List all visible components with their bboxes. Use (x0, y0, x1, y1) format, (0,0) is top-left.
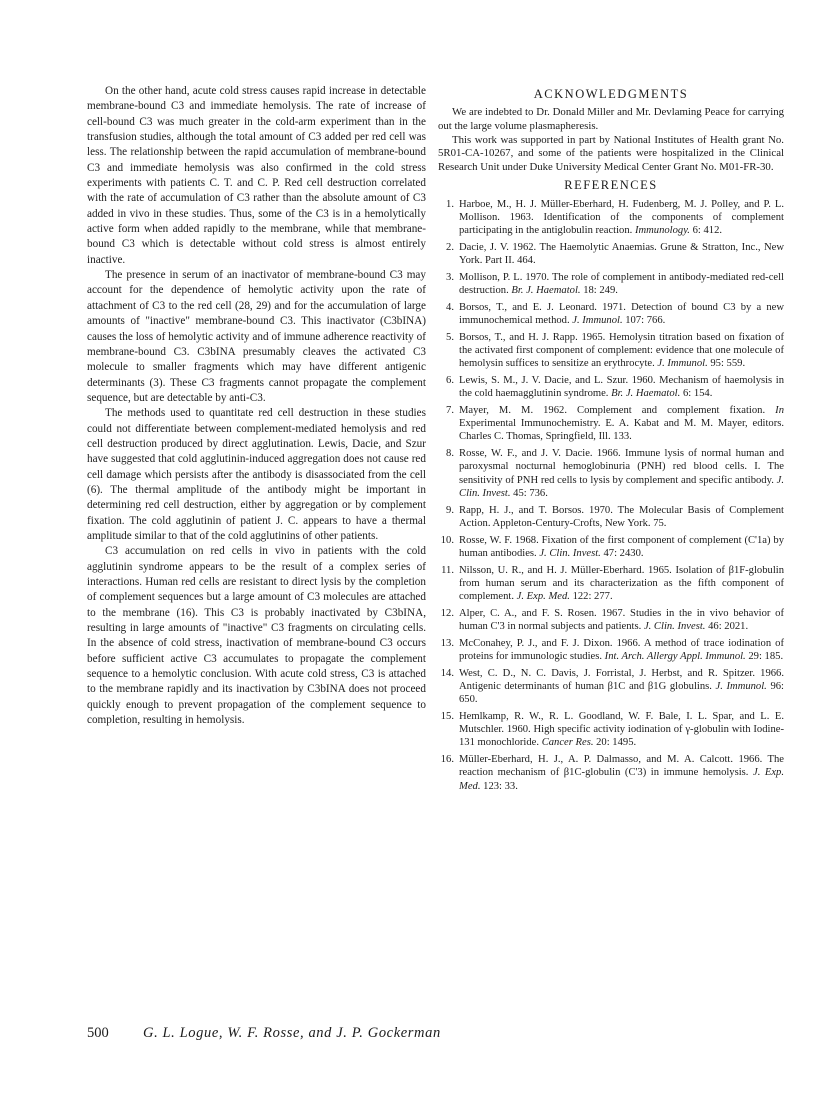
reference-item (438, 710, 784, 750)
reference-journal: J. Clin. Invest. (539, 547, 601, 559)
footer-authors: G. L. Logue, W. F. Rosse, and J. P. Gockerman (143, 1025, 441, 1041)
reference-number: 2. (446, 241, 454, 253)
reference-journal: Int. Arch. Allergy Appl. Immunol. (604, 651, 746, 663)
reference-citation: 122: 277. (572, 591, 613, 603)
reference-text: McConahey, P. J., and F. J. Dixon. 1966. A method of trace iodination of proteins for immunologic studies. (459, 637, 784, 663)
reference-number: 1. (446, 198, 454, 210)
reference-item (438, 637, 784, 663)
body-paragraph-3: The methods used to quantitate red cell destruction in these studies could not differentiate between complement-mediated hemolysis and red cell destruction produced by direct agglutination. Lewis, Dacie, and Szur have suggested that cold agglutinin-induced aggregation does not cause red cell damage which persists after the antibody is disassociated from the cell (6). The thermal amplitude of the antibody might be important in determining red cell destruction, either by aggregation or by complement fixation. The cold agglutinin of patient J. C. appears to have a thermal amplitude similar to that of the cold agglutinins of other patients. (87, 407, 426, 542)
acknowledgment-paragraph: We are indebted to Dr. Donald Miller and Mr. Devlaming Peace for carrying out the large volume plasmapheresis. (438, 106, 784, 132)
reference-journal: Immunology. (634, 225, 690, 237)
reference-item (438, 404, 784, 444)
reference-journal: J. Clin. Invest. (643, 621, 706, 633)
reference-journal: Br. J. Haematol. (511, 285, 581, 297)
reference-journal: J. Immunol. (715, 681, 767, 693)
reference-item (438, 607, 784, 633)
reference-citation: 95: 559. (710, 358, 746, 370)
reference-citation: 107: 766. (625, 315, 666, 327)
reference-journal: Br. J. Haematol. (611, 388, 681, 400)
reference-citation: 18: 249. (583, 285, 618, 297)
reference-citation: 47: 2430. (603, 547, 644, 559)
reference-text: Müller-Eberhard, H. J., A. P. Dalmasso, and M. A. Calcott. 1966. The reaction mechanism of β1C-globulin (C'3) in immune hemolysis. (459, 754, 784, 779)
reference-journal: Cancer Res. (541, 737, 594, 749)
reference-text: Borsos, T., and E. J. Leonard. 1971. Detection of bound C3 by a new immunochemical method. (459, 301, 784, 327)
reference-number: 6. (446, 375, 454, 387)
reference-number: 13. (440, 637, 454, 649)
reference-list (438, 198, 784, 793)
reference-citation: 29: 185. (748, 651, 784, 663)
reference-citation: 6: 412. (692, 225, 723, 237)
reference-number: 16. (440, 754, 454, 766)
acknowledgments-heading: ACKNOWLEDGMENTS (533, 87, 689, 101)
reference-item (438, 331, 784, 371)
right-column (438, 84, 784, 796)
reference-item (438, 241, 784, 267)
reference-text: Mayer, M. M. 1962. Complement and complement fixation. (459, 405, 766, 417)
reference-citation: 123: 33. (483, 780, 518, 792)
reference-number: 8. (446, 448, 454, 460)
reference-item (438, 271, 784, 297)
reference-text: Hemlkamp, R. W., R. L. Goodland, W. F. Bale, I. L. Spar, and L. E. Mutschler. 1960. High specific activity iodination of γ-globulin with Iodine-131 monochloride. (459, 711, 784, 749)
reference-number: 9. (446, 504, 454, 516)
reference-journal: J. Immunol. (657, 358, 708, 370)
reference-text: Rosse, W. F., and J. V. Dacie. 1966. Immune lysis of normal human and paroxysmal nocturnal hemoglobinuria (PNH) red blood cells. I. The sensitivity of PNH red cells to lysis by complement and specific antibody. (459, 448, 784, 486)
reference-number: 4. (446, 301, 454, 313)
reference-item (438, 301, 784, 327)
reference-item (438, 198, 784, 238)
reference-text: Nilsson, U. R., and H. J. Müller-Eberhard. 1965. Isolation of β1F-globulin from human serum and its characterization as the fifth component of complement. (459, 564, 784, 603)
reference-text: Rapp, H. J., and T. Borsos. 1970. The Molecular Basis of Complement Action. Appleton-Century-Crofts, New York. 75. (459, 504, 784, 529)
reference-text: Dacie, J. V. 1962. The Haemolytic Anaemias. Grune & Stratton, Inc., New York. Part II. 464. (459, 241, 784, 267)
reference-journal: J. Exp. Med. (516, 591, 570, 603)
reference-number: 7. (446, 405, 454, 417)
reference-citation: Experimental Immunochemistry. E. A. Kabat and M. M. Mayer, editors. Charles C. Thomas, Springfield, Ill. 133. (459, 418, 784, 443)
reference-journal: J. Exp. Med. (459, 767, 785, 792)
page-number: 500 (87, 1025, 109, 1041)
reference-journal: J. Immunol. (572, 315, 623, 327)
reference-number: 3. (446, 271, 454, 283)
body-paragraph-1: On the other hand, acute cold stress causes rapid increase in detectable membrane-bound C3 and immediate hemolysis. The rate of increase of cell-bound C3 was much greater in the cold-arm experiment than in the transfusion studies, although the total amount of C3 added per red cell was less. The relationship between the rapid accumulation of membrane-bound C3 and immediate hemolysis was also confirmed in the cold stress experiments with patients C. T. and C. P. Red cell destruction correlated with the rate of accumulation of C3 rather than the absolute amount of C3 added in vivo in these studies. Thus, some of the C3 is in a hemolytically active form when added rapidly to the membrane, while that membrane-bound C3 which is detectable without cold stress is almost entirely inactive. (87, 85, 426, 266)
reference-item (438, 447, 784, 500)
reference-journal: In (775, 405, 784, 417)
reference-journal: J. Clin. Invest. (459, 474, 784, 499)
reference-number: 10. (440, 534, 454, 546)
reference-item (438, 753, 784, 793)
reference-number: 5. (446, 331, 454, 343)
reference-citation: 20: 1495. (596, 737, 637, 749)
body-paragraph-2: The presence in serum of an inactivator of membrane-bound C3 may account for the dependence of hemolytic activity upon the rate of attachment of C3 to the red cell (28, 29) and for the accumulation of large amounts of "inactive" membrane-bound C3. This inactivator (C3bINA) causes the loss of hemolytic activity and of immune adherence reactivity of membrane-bound C3. C3bINA presumably cleaves the activated C3 molecule to smaller fragments which may have different antigenic determinants (3). These C3 fragments cannot propagate the complement sequence, but are detectable by anti-C3. (87, 269, 426, 404)
reference-number: 11. (441, 564, 454, 576)
reference-citation: 6: 154. (682, 388, 713, 400)
reference-item (438, 504, 784, 530)
reference-item (438, 534, 784, 560)
reference-number: 14. (440, 667, 454, 679)
body-paragraph-4: C3 accumulation on red cells in vivo in patients with the cold agglutinin syndrome appears to be the result of a complex series of interactions. Human red cells are resistant to direct lysis by the completion of complement sequences but a large amount of C3 molecules are attached to the membrane (16). This C3 is probably inactivated by C3bINA, resulting in large amounts of "inactive" C3 fragments on circulating cells. In the absence of cold stress, inactivation of membrane-bound C3 occurs before sufficient active C3 accumulates to propagate the complement sequence to a hemolytic conclusion. With acute cold stress, C3 is attached to the membrane rapidly and its inactivation by C3bINA does not proceed quickly enough to prevent propagation of the complement sequence to completion, resulting in hemolysis. (87, 545, 426, 727)
reference-text: Borsos, T., and H. J. Rapp. 1965. Hemolysin titration based on fixation of the activated first component of complement: evidence that one molecule of hemolysin suffices to sensitize an erythrocyte. (459, 331, 784, 370)
references-heading: REFERENCES (564, 178, 658, 193)
left-column (87, 84, 426, 728)
reference-citation: 46: 2021. (708, 621, 749, 633)
reference-text: Harboe, M., H. J. Müller-Eberhard, H. Fudenberg, M. J. Polley, and P. L. Mollison. 1963. Identification of the components of complement participating in the antiglobulin reaction. (459, 198, 784, 237)
reference-text: West, C. D., N. C. Davis, J. Forristal, J. Herbst, and R. Spitzer. 1966. Antigenic determinants of human β1C and β1G globulins. (459, 667, 784, 693)
reference-text: Lewis, S. M., J. V. Dacie, and L. Szur. 1960. Mechanism of haemolysis in the cold haemagglutinin syndrome. (459, 375, 784, 400)
reference-number: 12. (440, 607, 454, 619)
reference-item (438, 667, 784, 707)
reference-number: 15. (440, 711, 454, 723)
reference-citation: 96: 650. (459, 681, 784, 706)
reference-text: Alper, C. A., and F. S. Rosen. 1967. Studies in the in vivo behavior of human C'3 in normal subjects and patients. (459, 607, 784, 633)
reference-citation: 45: 736. (513, 487, 548, 499)
reference-item (438, 564, 784, 604)
acknowledgment-paragraph: This work was supported in part by National Institutes of Health grant No. 5R01-CA-10267, and some of the patients were hospitalized in the Clinical Research Unit under Duke University Medical Center Grant No. M01-FR-30. (438, 133, 784, 173)
reference-item (438, 374, 784, 400)
reference-text: Rosse, W. F. 1968. Fixation of the first component of complement (C'1a) by human antibodies. (459, 534, 784, 559)
page-footer (87, 1025, 441, 1042)
reference-text: Mollison, P. L. 1970. The role of complement in antibody-mediated red-cell destruction. (459, 271, 784, 297)
